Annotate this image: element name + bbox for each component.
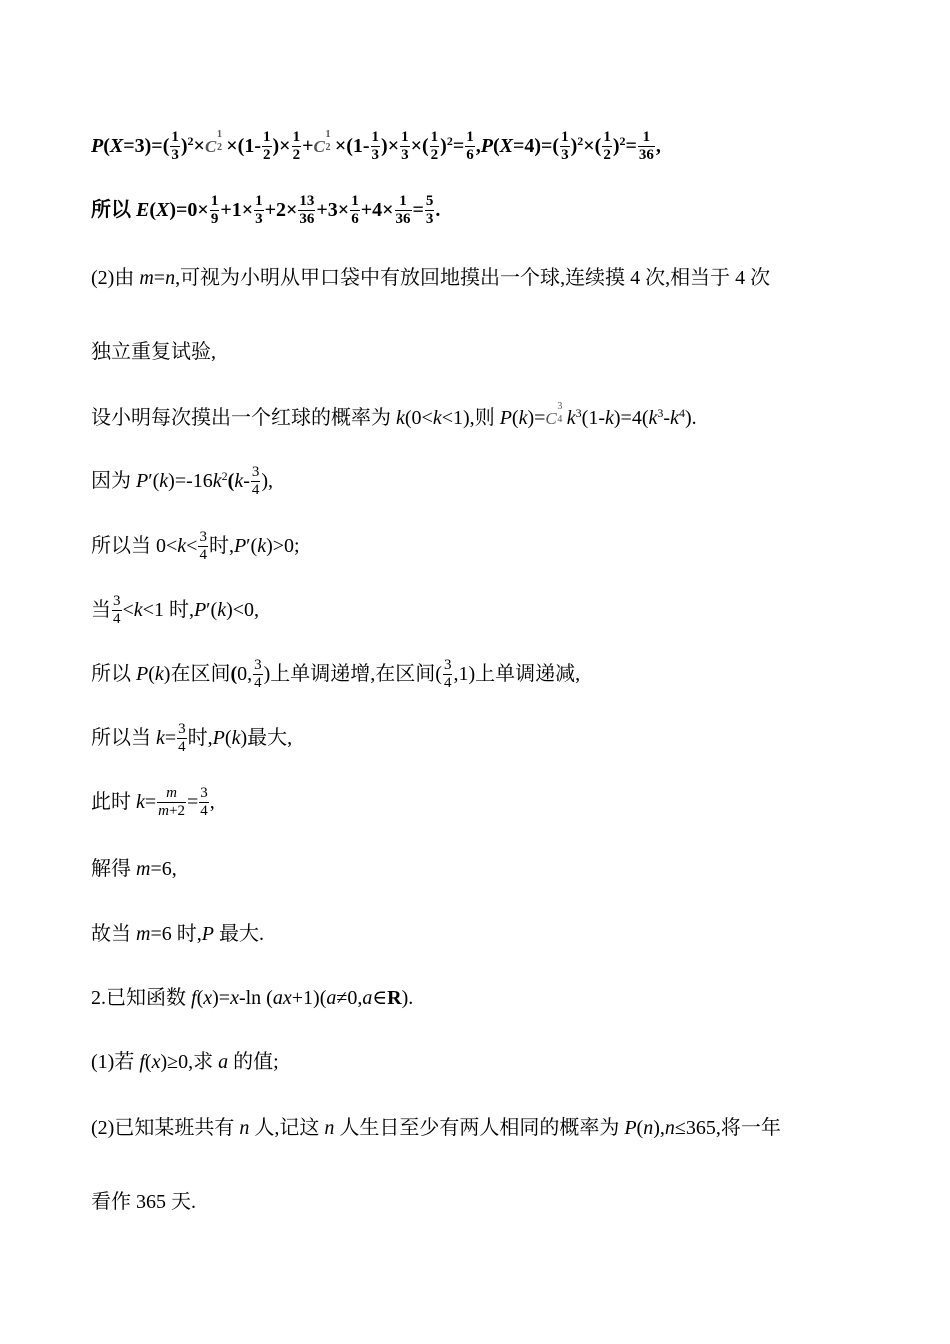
text-xiangdang: 相当于 <box>670 265 731 289</box>
text-shi-4: 时 <box>176 921 197 945</box>
text-suoyidang: 所以当 <box>91 533 151 558</box>
text-she: 设小明每次摸出一个红球的概率为 <box>91 405 391 429</box>
text-ci-2: 次 <box>750 265 771 289</box>
text-dandiaozeng: 上单调递增 <box>270 661 371 686</box>
problem-2-part1: (1)若 f(x)≥0,求 a 的值; <box>91 1049 279 1073</box>
text-max: 所以当 k= $\frac{3}{4}$ 时,P(k)最大, <box>91 721 293 755</box>
text-zuida-2: 最大 <box>218 921 259 945</box>
text-jiede: 解得 <box>91 856 131 880</box>
text-dandiaojian: 上单调递减 <box>475 661 576 686</box>
text-keshi: 可视为小明从甲口袋中有放回地摸出一个球 <box>180 265 561 289</box>
text-ci: 次 <box>645 265 666 289</box>
text-qiu: 求 <box>193 1049 214 1073</box>
formula-decreasing: 当 $\frac{3}{4}$ <k<1 时,P′(k)<0, <box>91 593 260 627</box>
formula-derivative: 因为 $P'(k)=-16k^2(k-$ $\frac{3}{4}$ ), <box>91 464 274 498</box>
text-kanzuo: 看作 <box>91 1189 131 1213</box>
text-shi: 时 <box>208 533 229 558</box>
text-part2-intro: (2)由 m=n,可视为小明从甲口袋中有放回地摸出一个球,连续摸 4 次,相当于 4 次 <box>91 265 771 289</box>
text-yizhi: 已知函数 <box>106 985 186 1009</box>
text-shi-3: 时 <box>187 725 208 750</box>
text-suoyi: 所以 <box>91 197 131 222</box>
text-shengri: 人生日至少有两人相同的概率为 <box>339 1115 620 1139</box>
text-ren: 人 <box>254 1115 275 1139</box>
text-zaiqujian-2: 在区间 <box>375 661 436 686</box>
text-monotonic: 所以 P(k)在区间(0, $\frac{3}{4}$ )上单调递增,在区间( $\frac{3}{4}$ ,1)上单调递减, <box>91 657 581 691</box>
text-lianxu: 连续摸 <box>565 265 626 289</box>
text-ze: 则 <box>474 405 495 429</box>
text-solve-m: 解得 m=6, <box>91 856 177 880</box>
formula-px3-px4: P(X=3)=( $\frac{1}{3}$ )$^2$×C 1 2 ×(1- $\frac{1}{2}$ )× $\frac{1}{2}$ +C 1 2 ×(1- $\frac{1}{3}$ )× $\frac{1}{3}$ ×( $\frac{1}{2}$ )$^2$= $\frac{1}{6}$ ,P(X=4)=( $\frac{1}{3}$ )$^2$×( $\frac{1}{2}$ )$^2$= $\frac{1}{36}$ , <box>91 129 661 163</box>
text-yinwei: 因为 <box>91 468 131 493</box>
text-zuida: 最大 <box>247 725 288 750</box>
text-zaiqujian: 在区间 <box>170 661 231 686</box>
text-dezhi: 的值 <box>233 1049 274 1073</box>
formula-k-m: 此时 k= $\frac{m}{m+2}$ = $\frac{3}{4}$ , <box>91 785 215 819</box>
text-yizhibanji: 已知某班共有 <box>114 1115 235 1139</box>
text-gudang: 故当 <box>91 921 131 945</box>
problem-2-part2-cont: 看作 365 天. <box>91 1189 196 1213</box>
text-conclusion: 故当 m=6 时,P 最大. <box>91 921 264 945</box>
text-you: 由 <box>114 265 135 289</box>
formula-pk: 设小明每次摸出一个红球的概率为 k(0<k<1),则 P(k)=C 3 4 $k^3(1-k)=4(k^3-k^4)$. <box>91 401 697 429</box>
problem-2-statement: 2.已知函数 f(x)=x-ln (ax+1)(a≠0,a∈R). <box>91 985 414 1009</box>
text-independent-trials: 独立重复试验, <box>91 339 216 363</box>
text-suoyi-2: 所以 <box>91 661 131 686</box>
text-jiangyinian: 将一年 <box>720 1115 781 1139</box>
text-jizhe: 记这 <box>279 1115 320 1139</box>
text-suoyidang-2: 所以当 <box>91 725 151 750</box>
formula-expectation: 所以 E(X)=0× $\frac{1}{9}$ +1× $\frac{1}{3}$ +2× $\frac{13}{36}$ +3× $\frac{1}{6}$ +4× $\frac{1}{36}$ = $\frac{5}{3}$ . <box>91 193 441 227</box>
formula-increasing: 所以当 0<k< $\frac{3}{4}$ 时,P′(k)>0; <box>91 529 300 563</box>
text-ruo: 若 <box>114 1049 135 1073</box>
text-tian: 天 <box>171 1189 191 1213</box>
text-dang: 当 <box>91 597 111 622</box>
text-shi-2: 时 <box>168 597 189 622</box>
problem-2-part2: (2)已知某班共有 n 人,记这 n 人生日至少有两人相同的概率为 P(n),n≤365,将一年 <box>91 1115 781 1139</box>
text-duli: 独立重复试验 <box>91 339 211 363</box>
text-cishi: 此时 <box>91 789 131 814</box>
